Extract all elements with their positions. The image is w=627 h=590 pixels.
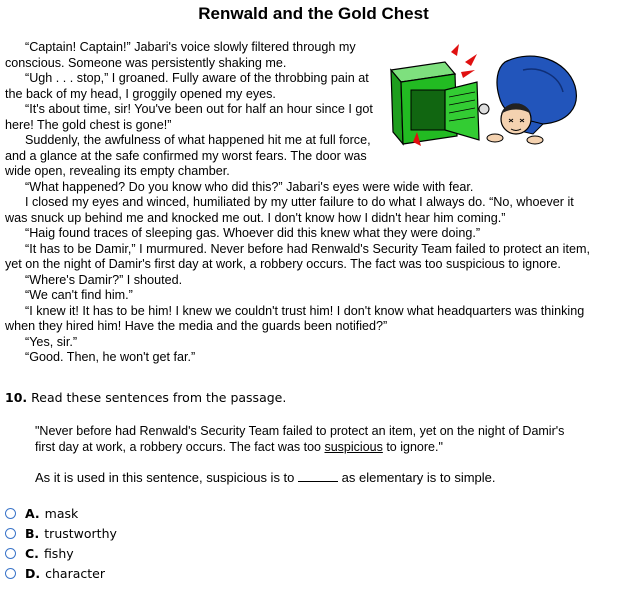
paragraph: “Captain! Captain!” Jabari's voice slowly filtered through my conscious. Someone was persistently shaking me.: [5, 40, 356, 70]
question-prompt: [5, 390, 615, 405]
passage-title: Renwald and the Gold Chest: [198, 4, 429, 23]
choice-d[interactable]: [5, 563, 615, 583]
choice-c[interactable]: [5, 543, 615, 563]
quote-underlined-word: suspicious: [324, 440, 383, 454]
analogy-stem: [35, 469, 615, 485]
radio-button[interactable]: [5, 508, 16, 519]
quote-text-after: to ignore.": [382, 440, 443, 454]
paragraph: “What happened? Do you know who did this?” Jabari's eyes were wide with fear.: [25, 179, 474, 194]
paragraph: I closed my eyes and winced, humiliated by my utter failure to do what I always do. “No, whoever it was snuck up behind me and knocked me out. I don't know how I didn't hear him coming.”: [5, 195, 574, 225]
radio-button[interactable]: [5, 528, 16, 539]
paragraph: Suddenly, the awfulness of what happened hit me at full force, and a glance at the safe confirmed my worst fears. The door was wide open, revealing its empty chamber.: [5, 133, 371, 178]
paragraph: “It's about time, sir! You've been out for half an hour since I got here! The gold chest is gone!”: [5, 102, 373, 132]
answer-choices: [5, 503, 615, 583]
question-prompt-text: Read these sentences from the passage.: [31, 390, 287, 405]
choice-text: fishy: [43, 545, 74, 561]
paragraph: “I knew it! It has to be him! I knew we couldn't trust him! I don't know what headquarters was thinking when they hired him! Have the media and the guards been notified?”: [5, 303, 585, 333]
choice-a[interactable]: [5, 503, 615, 523]
choice-letter: B.: [25, 525, 40, 541]
radio-button[interactable]: [5, 548, 16, 559]
quoted-sentences: [35, 423, 575, 455]
choice-letter: A.: [25, 505, 40, 521]
choice-text: mask: [44, 505, 79, 521]
paragraph: “Good. Then, he won't get far.”: [25, 350, 196, 364]
paragraph: “Where's Damir?” I shouted.: [25, 272, 183, 287]
stem-text-before: As it is used in this sentence, suspicious is to: [35, 470, 299, 485]
paragraph: “Haig found traces of sleeping gas. Whoever did this knew what they were doing.”: [25, 226, 481, 240]
question-block: [5, 390, 615, 583]
choice-text: trustworthy: [44, 525, 117, 541]
paragraph: “Yes, sir.”: [25, 334, 78, 349]
paragraph: “We can't find him.”: [25, 288, 133, 302]
stem-text-after: as elementary is to simple.: [338, 470, 496, 485]
question-number: 10.: [5, 390, 28, 405]
passage-text: [5, 40, 595, 366]
radio-button[interactable]: [5, 568, 16, 579]
choice-b[interactable]: [5, 523, 615, 543]
choice-text: character: [45, 565, 105, 581]
choice-letter: C.: [25, 545, 39, 561]
quote-text-before: "Never before had Renwald's Security Team failed to protect an item, yet on the night of Damir's first day at work, a robbery occurs. The fact was too: [35, 424, 565, 454]
choice-letter: D.: [25, 565, 41, 581]
paragraph: “Ugh . . . stop,” I groaned. Fully aware of the throbbing pain at the back of my head, I groggily opened my eyes.: [5, 71, 369, 101]
answer-blank: [298, 469, 338, 482]
paragraph: “It has to be Damir,” I murmured. Never before had Renwald's Security Team failed to protect an item, yet on the night of Damir's first day at work, a robbery occurs. The fact was too suspicious to ignore.: [5, 241, 590, 271]
